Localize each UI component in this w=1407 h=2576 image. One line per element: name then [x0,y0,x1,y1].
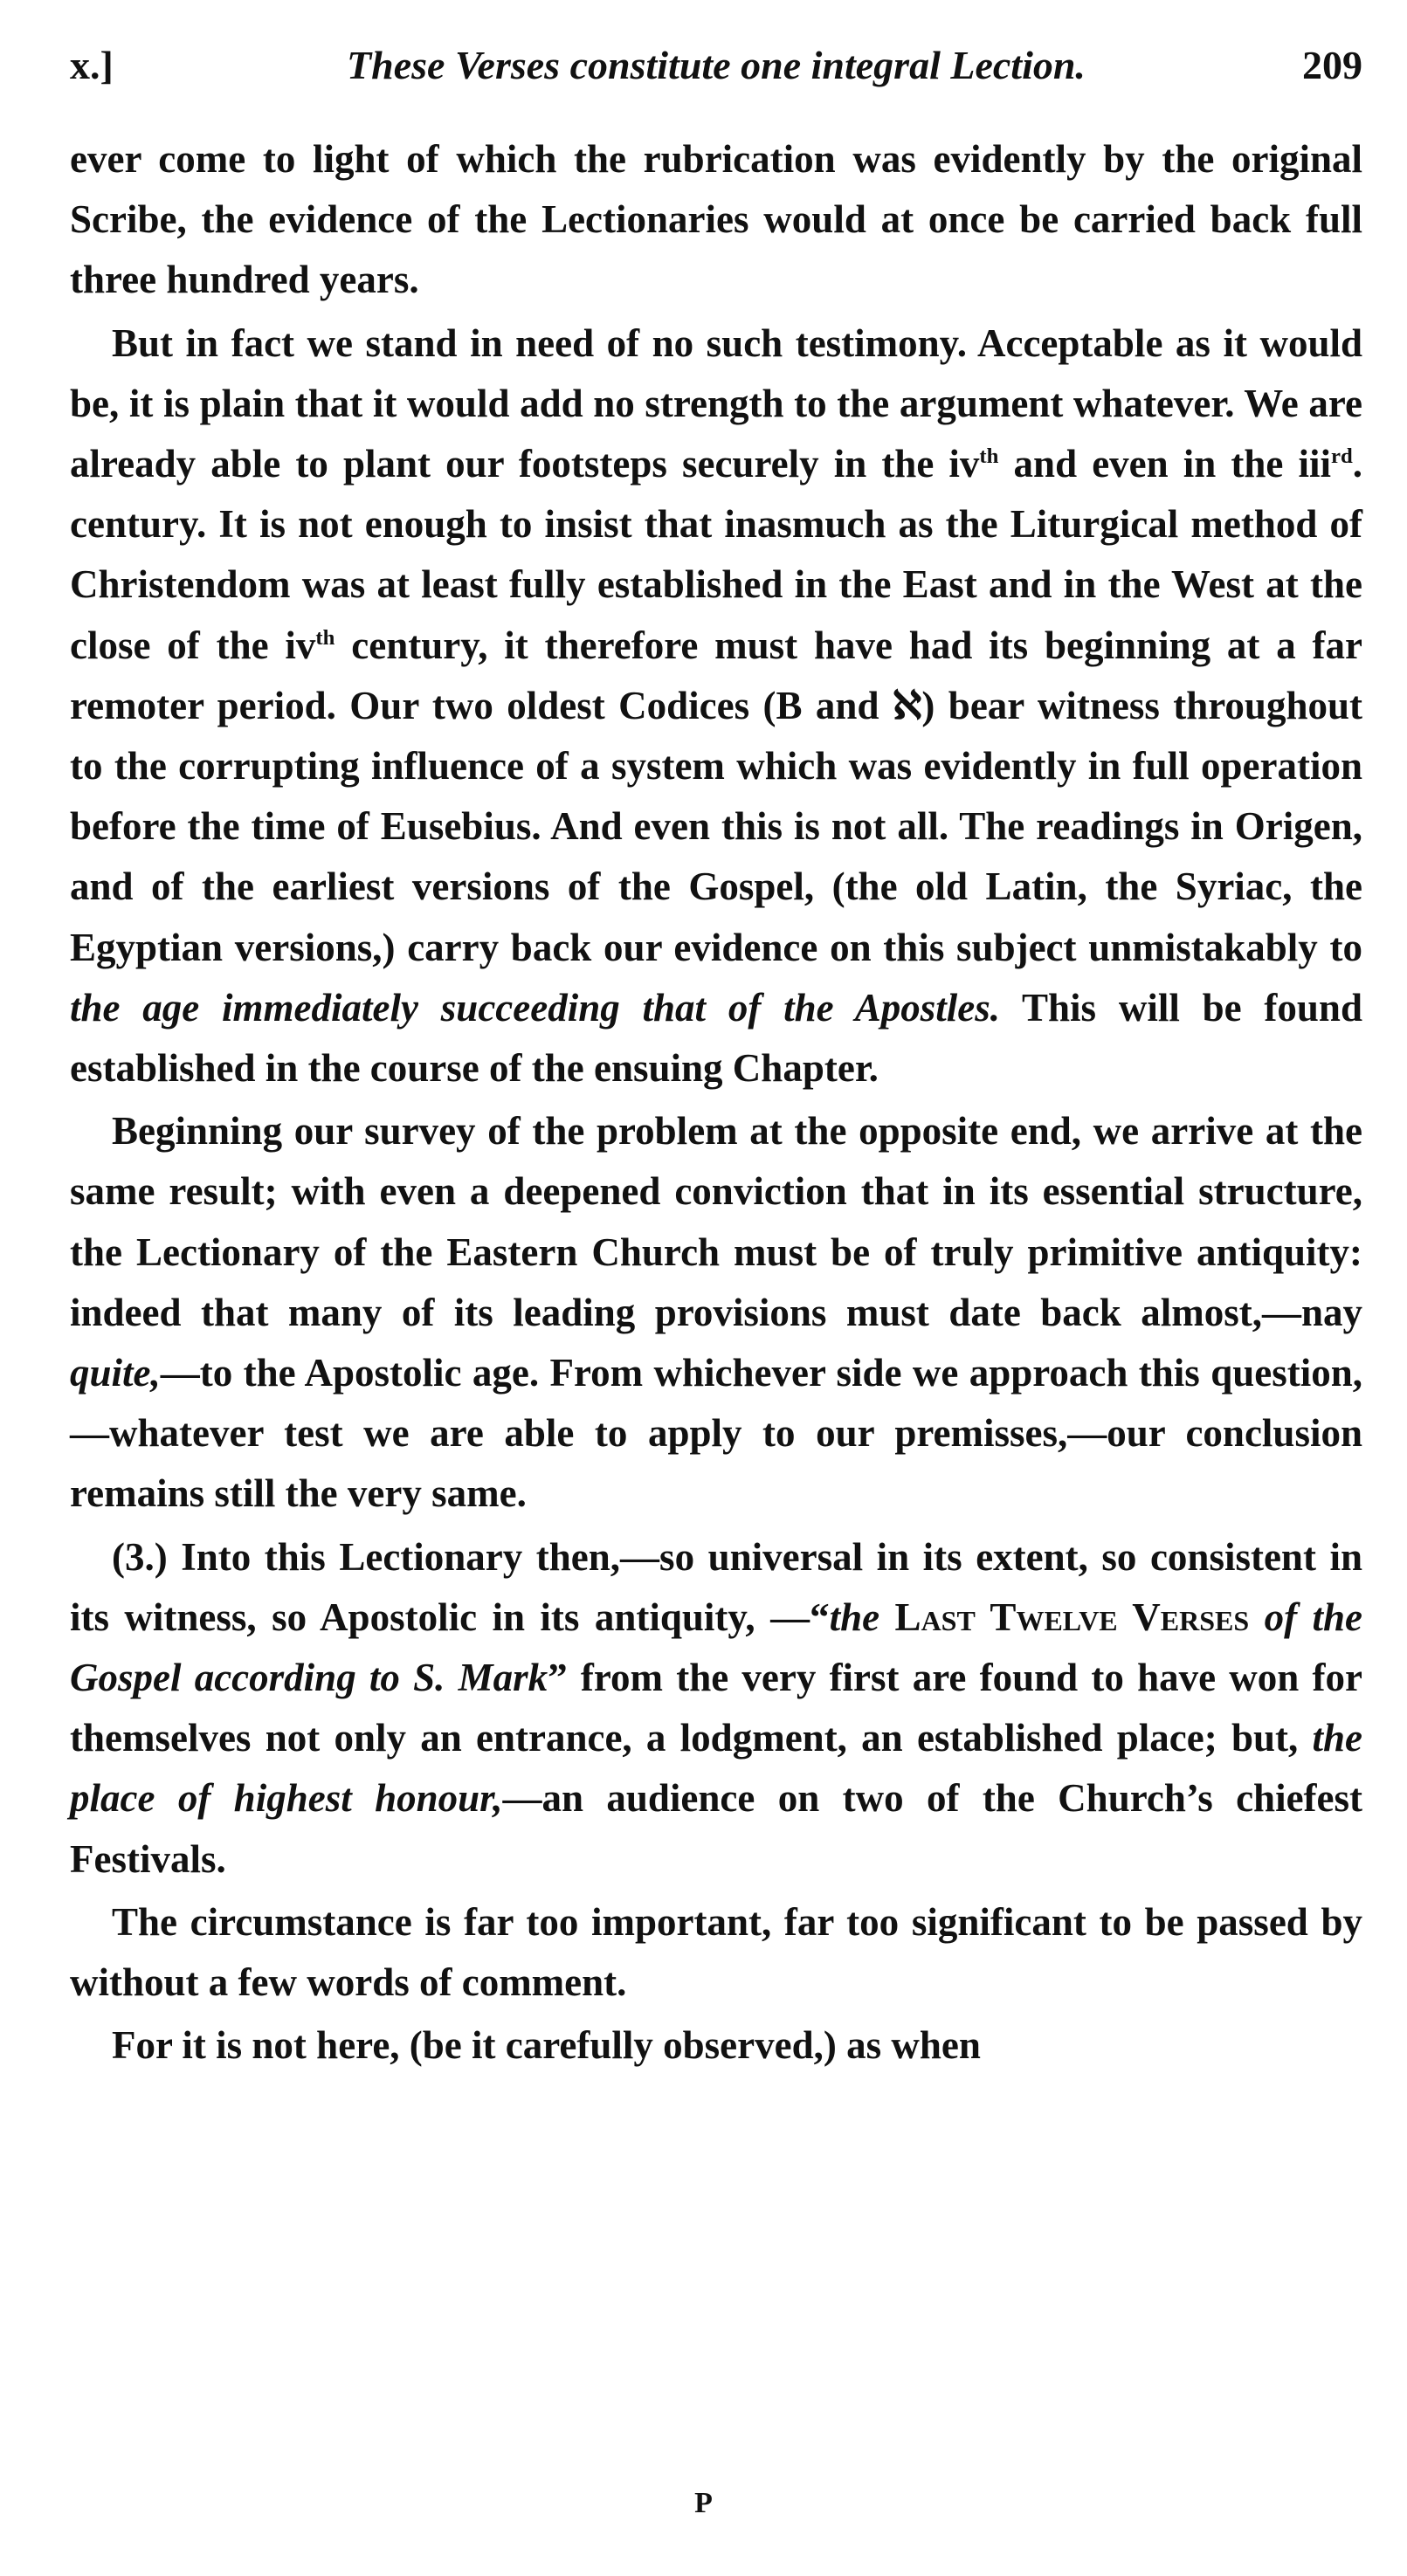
paragraph-2-text-b: and even in the iii [998,442,1331,486]
italic-phrase: the [829,1595,880,1639]
superscript-th: th [979,444,999,469]
running-header [70,42,1362,103]
superscript-th: th [315,625,335,650]
paragraph-3-text-a: Beginning our survey of the problem at the opposite end, we arrive at the same result; with even a deepened conviction that in its essential structure, the Lectionary of the Eastern Church must be of truly primitive antiquity: indeed that many of its leading provisions must date back almost,—nay [70,1109,1362,1334]
running-title: These Verses constitute one integral Lection. [347,43,1086,87]
paragraph-2-text-d: century, it therefore must have had its beginning at a far remoter period. Our two oldest Codices (B and ℵ) bear witness throughout to the corrupting influence of a system which was evidently in full operation before the time of Eusebius. And even this is not all. The readings in Origen, and of the earliest versions of the Gospel, (the old Latin, the Syriac, the Egyptian versions,) carry back our evidence on this subject unmistakably to [70,623,1363,969]
paragraph-2-text-c: . century. It is not enough to insist that inasmuch as the Liturgical method of Christendom was at least fully established in the East and in the West at the close of the iv [70,442,1362,667]
chapter-marker: x.] [70,43,114,87]
paragraph-4-text-a: (3.) Into this Lectionary then,—so universal in its extent, so consistent in its witness, so Apostolic in its antiquity, —“ [70,1534,1362,1639]
italic-phrase: quite, [70,1351,161,1395]
paragraph-5: The circumstance is far too important, far too significant to be passed by without a few words of comment. [70,1899,1362,2005]
paragraph-3-text-b: —to the Apostolic age. From whichever side we approach this question,—whatever test we are able to apply to our premisses,—our conclusion remains still the very same. [70,1351,1362,1516]
superscript-rd: rd [1331,444,1353,469]
paragraph-4-text-b: ” from the very first are found to have won for themselves not only an entrance, a lodgment, an established place; but, [70,1656,1362,1760]
paragraph-1: ever come to light of which the rubrication was evidently by the original Scribe, the evidence of the Lectionaries would at once be carried back full three hundred years. [70,137,1362,302]
paragraph-4-text-c: —an audience on two of the Church’s chiefest Festivals. [70,1776,1363,1881]
signature-mark: P [694,2487,713,2519]
paragraph-4 [70,1527,1362,1890]
paragraph-2-text-e: This will be found established in the course of the ensuing Chapter. [70,985,1362,1091]
page-number: 209 [1302,43,1362,87]
paragraph-2 [70,313,1362,1099]
paragraph-3 [70,1101,1362,1524]
body-text [70,129,1362,2079]
italic-phrase: of the Gospel according to S. Mark [70,1595,1362,1700]
small-caps-phrase: Last Twelve Verses [879,1595,1265,1639]
italic-phrase: the place of highest honour, [70,1716,1362,1821]
paragraph-6: For it is not here, (be it carefully observed,) as when [112,2023,981,2068]
paragraph-2-text-a: But in fact we stand in need of no such testimony. Acceptable as it would be, it is plain that it would add no strength to the argument whatever. We are already able to plant our footsteps securely in the iv [70,320,1362,486]
italic-phrase: the age immediately succeeding that of the Apostles. [70,985,1001,1030]
